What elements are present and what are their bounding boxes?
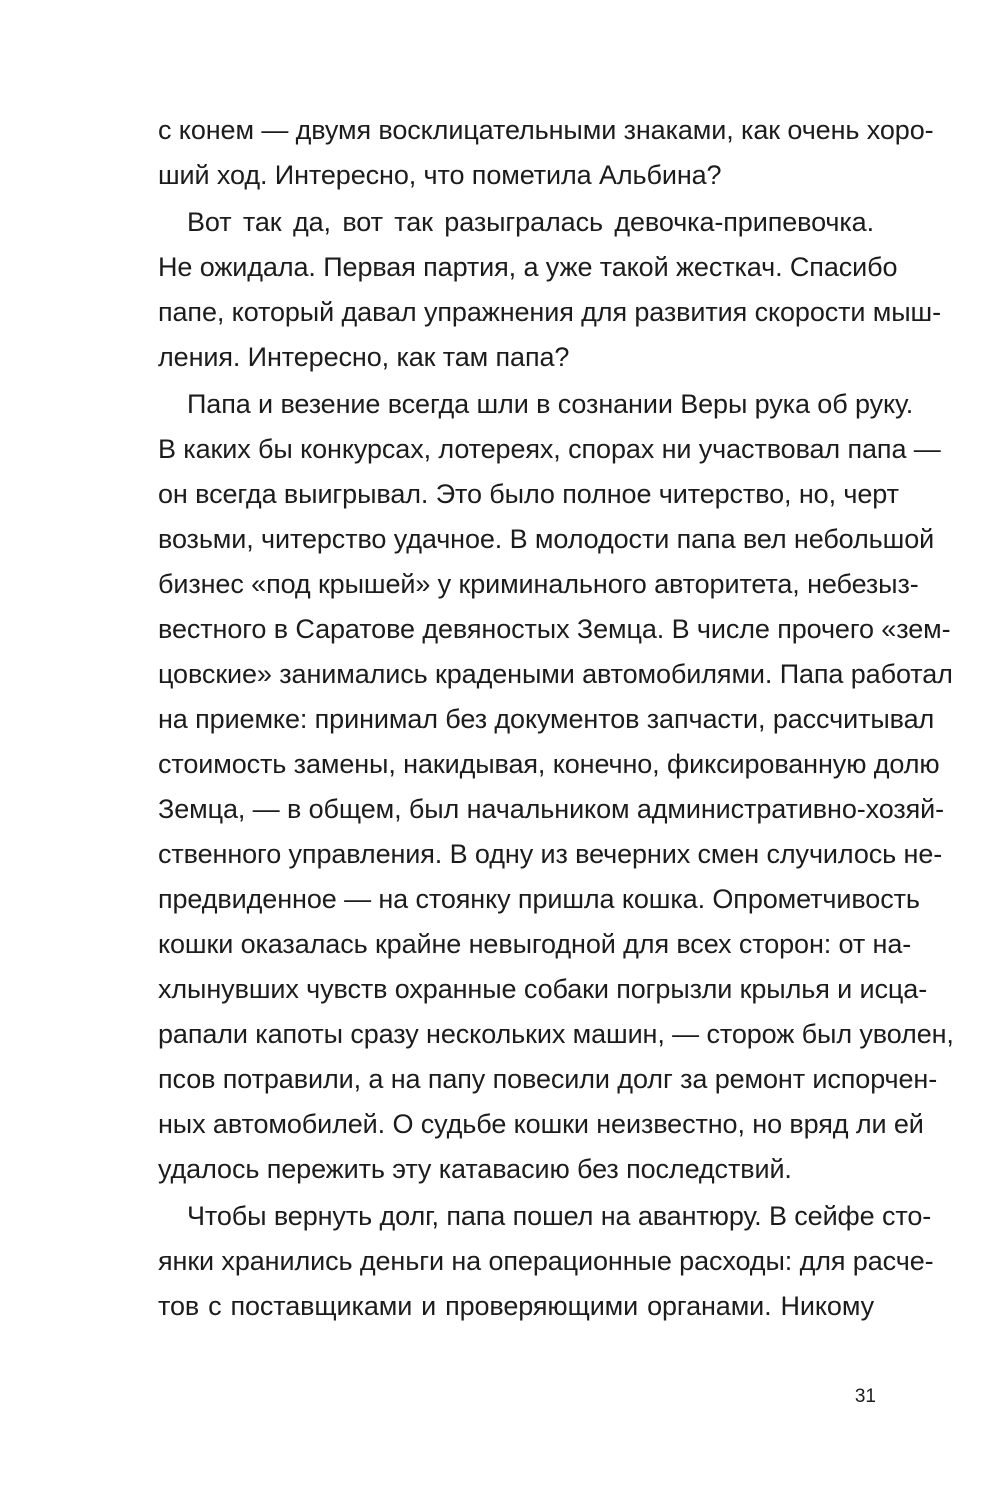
text-line: он всегда выигрывал. Это было полное читерство, но, черт (158, 479, 899, 509)
text-line: папе, который давал упражнения для развития скорости мыш- (158, 297, 942, 327)
text-line: стоимость замены, накидывая, конечно, фиксированную долю (158, 749, 940, 779)
text-line: цовские» занимались крадеными автомобилями. Папа работал (158, 659, 953, 689)
text-line: Вот так да, вот так разыгралась девочка-припевочка. (187, 207, 874, 237)
text-line: псов потравили, а на папу повесили долг за ремонт испорчен- (158, 1064, 938, 1094)
text-line: рапали капоты сразу нескольких машин, — сторож был уволен, (158, 1019, 954, 1049)
text-line: с конем — двумя восклицательными знаками, как очень хоро- (158, 115, 934, 145)
text-line: янки хранились деньги на операционные расходы: для расче- (158, 1246, 934, 1276)
text-line: возьми, читерство удачное. В молодости папа вел небольшой (158, 524, 935, 554)
page-body (158, 108, 954, 1329)
paragraph-2 (158, 200, 942, 380)
paragraph-1 (158, 108, 934, 198)
text-line: вестного в Саратове девяностых Земца. В числе прочего «зем- (158, 614, 951, 644)
text-line: кошки оказалась крайне невыгодной для всех сторон: от на- (158, 929, 912, 959)
paragraph-3 (158, 382, 954, 1192)
text-line: Папа и везение всегда шли в сознании Веры рука об руку. (187, 389, 914, 419)
text-line: предвиденное — на стоянку пришла кошка. Опрометчивость (158, 884, 920, 914)
text-line: на приемке: принимал без документов запчасти, рассчитывал (158, 704, 935, 734)
text-line: удалось пережить эту катавасию без последствий. (158, 1154, 792, 1184)
text-line: ления. Интересно, как там папа? (158, 342, 570, 372)
text-line: В каких бы конкурсах, лотереях, спорах ни участвовал папа — (158, 434, 941, 464)
text-line: ных автомобилей. О судьбе кошки неизвестно, но вряд ли ей (158, 1109, 924, 1139)
page-number: 31 (854, 1386, 876, 1407)
text-line: бизнес «под крышей» у криминального авторитета, небезыз- (158, 569, 919, 599)
text-line: ший ход. Интересно, что пометила Альбина? (158, 160, 722, 190)
text-line: Земца, — в общем, был начальником административно-хозяй- (158, 794, 945, 824)
text-line: Не ожидала. Первая партия, а уже такой жесткач. Спасибо (158, 252, 898, 282)
text-line: хлынувших чувств охранные собаки погрызли крылья и исца- (158, 974, 928, 1004)
text-line: тов с поставщиками и проверяющими органами. Никому (158, 1291, 874, 1321)
paragraph-4 (158, 1194, 934, 1329)
text-line: Чтобы вернуть долг, папа пошел на авантюру. В сейфе сто- (187, 1201, 932, 1231)
text-line: ственного управления. В одну из вечерних смен случилось не- (158, 839, 943, 869)
